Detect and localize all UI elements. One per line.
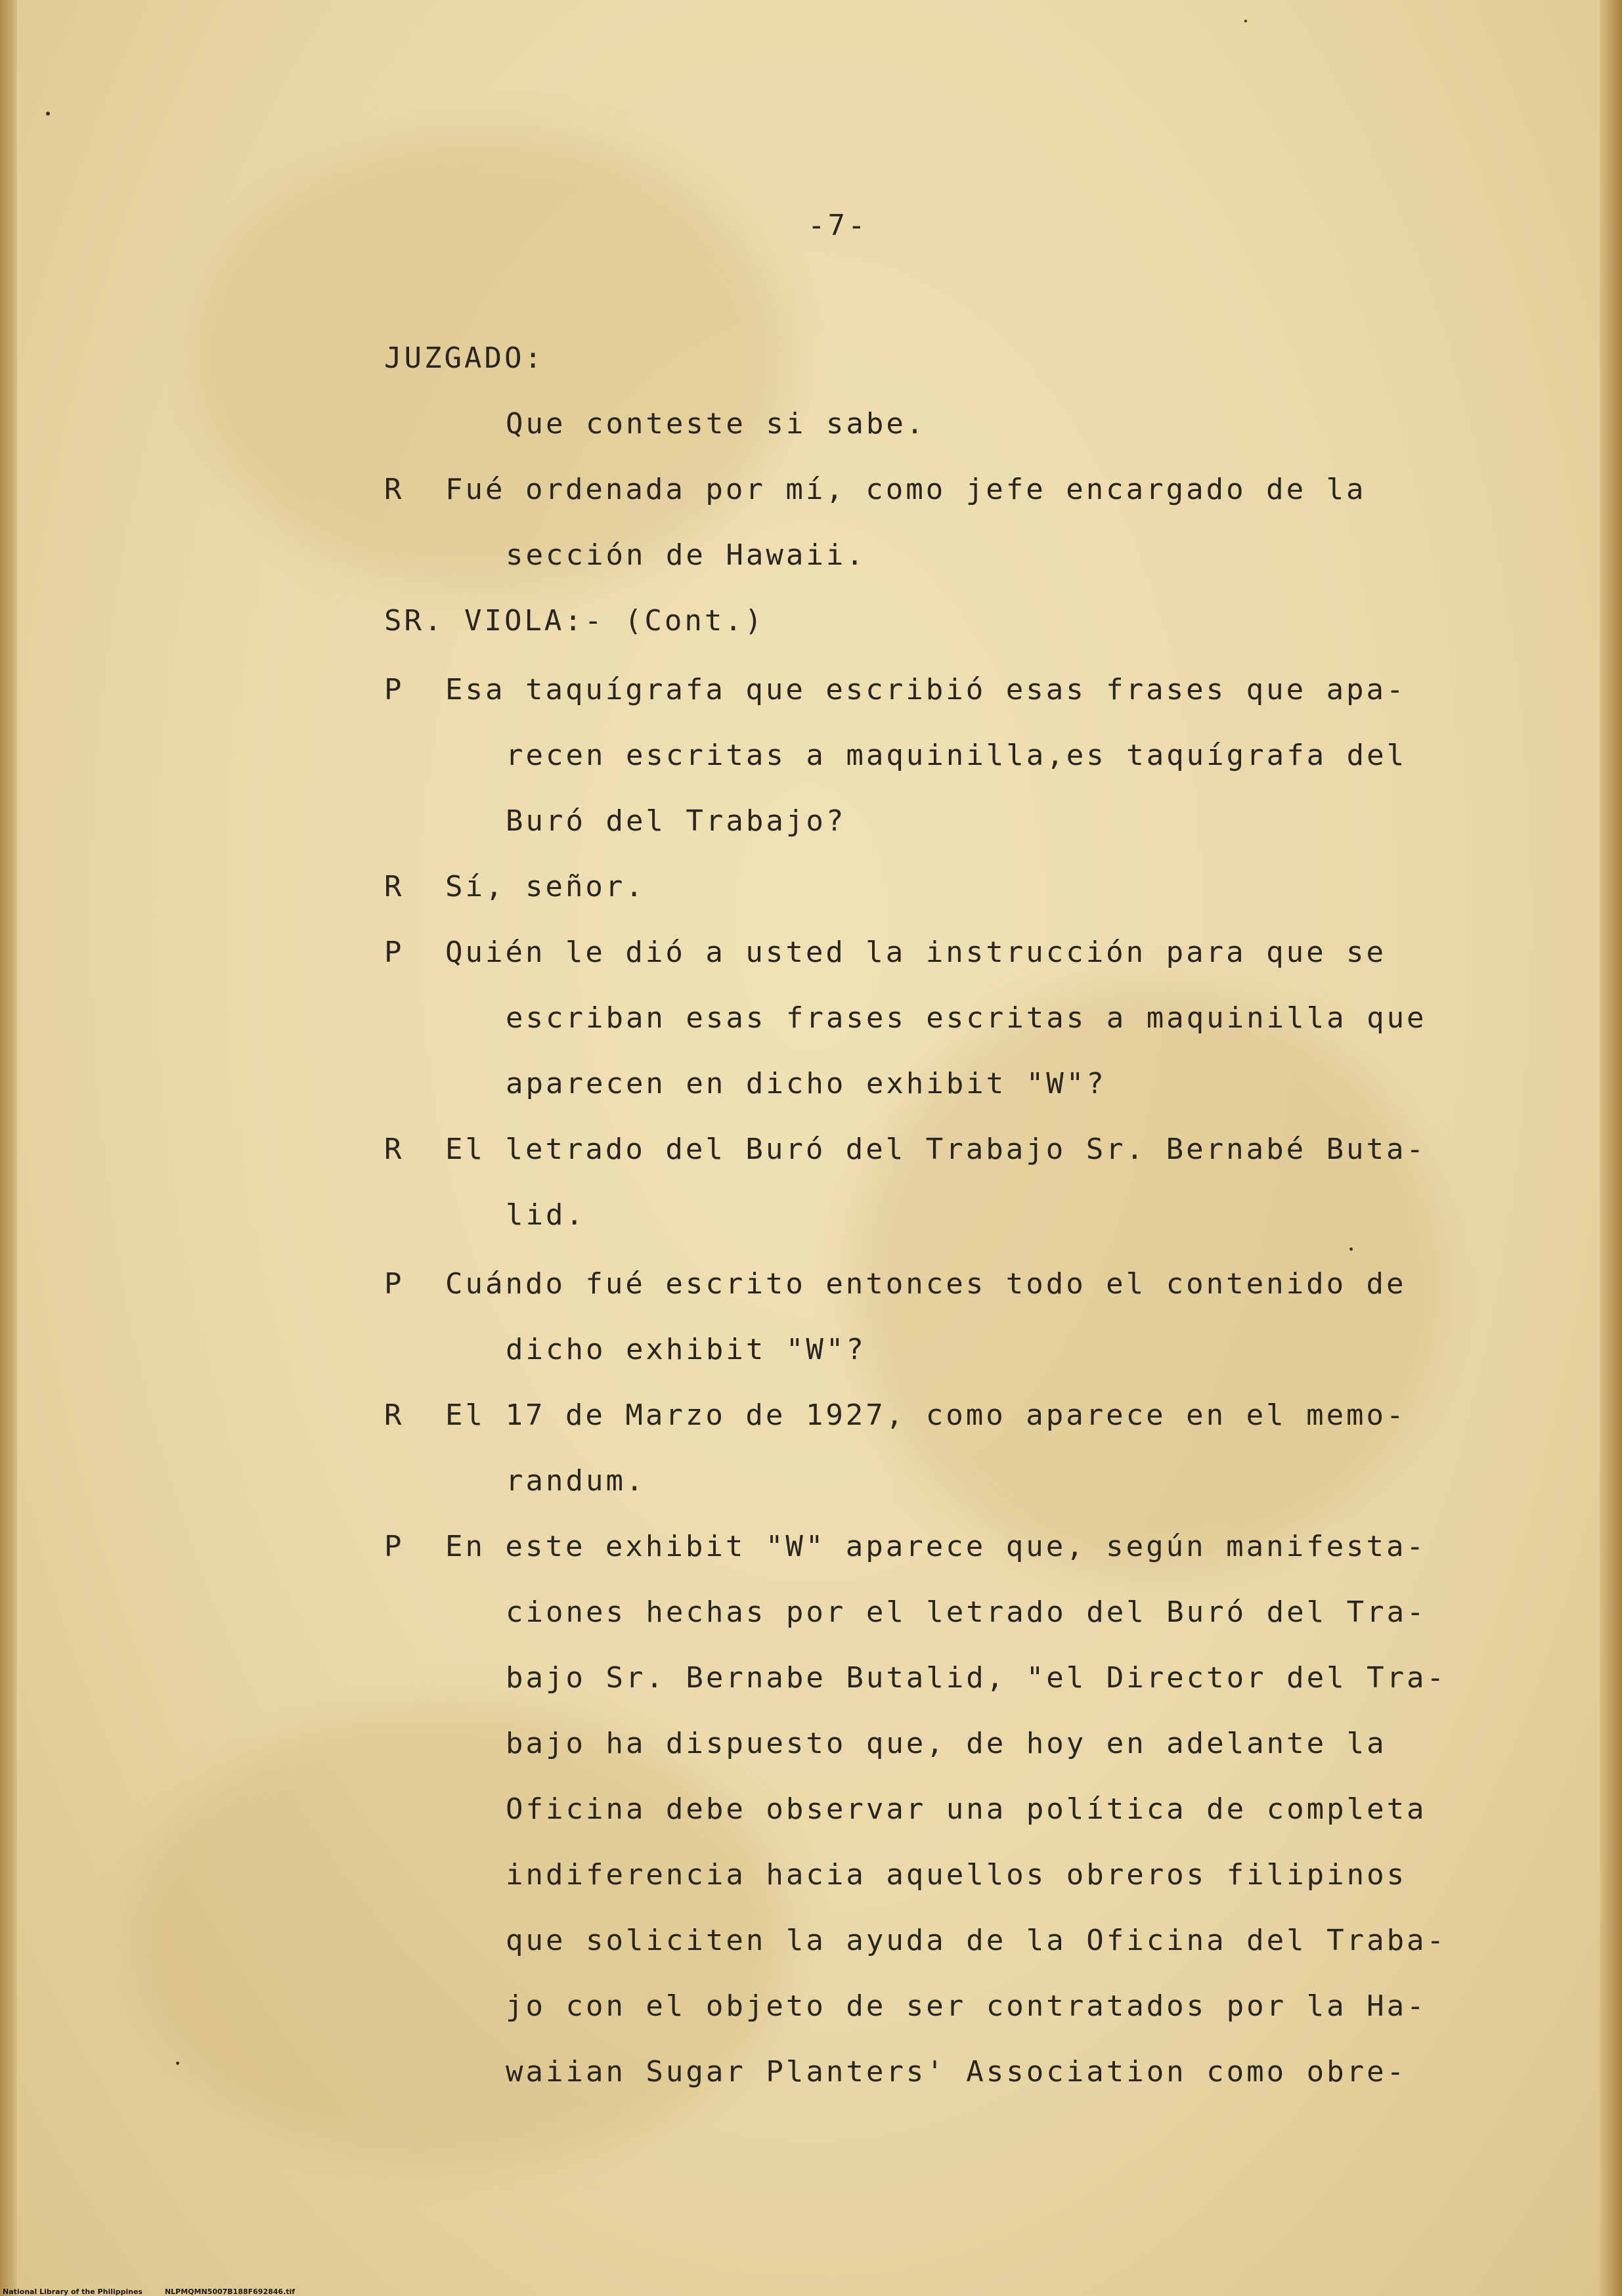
- transcript-line: aparecen en dicho exhibit "W"?: [506, 1067, 1107, 1100]
- page-number: -7-: [808, 209, 868, 242]
- transcript-line: Oficina debe observar una política de completa: [506, 1792, 1427, 1826]
- paper-edge-right: [1600, 0, 1622, 2296]
- transcript-line: Esa taquígrafa que escribió esas frases que apa-: [445, 673, 1407, 706]
- speaker-label: R: [384, 870, 405, 903]
- transcript-line: El letrado del Buró del Trabajo Sr. Bernabé Buta-: [445, 1133, 1427, 1166]
- transcript-line: Quién le dió a usted la instrucción para que se: [445, 936, 1387, 969]
- transcript-line: indiferencia hacia aquellos obreros filipinos: [506, 1858, 1407, 1892]
- paper-speck: [1349, 1247, 1353, 1251]
- speaker-label: P: [384, 1267, 405, 1301]
- transcript-line: Fué ordenada por mí, como jefe encargado de la: [445, 473, 1367, 506]
- speaker-label: SR. VIOLA:- (Cont.): [384, 604, 765, 638]
- transcript-line: jo con el objeto de ser contratados por la Ha-: [506, 1989, 1427, 2023]
- transcript-line: waiian Sugar Planters' Association como obre-: [506, 2055, 1407, 2089]
- transcript-line: El 17 de Marzo de 1927, como aparece en el memo-: [445, 1398, 1407, 1432]
- speaker-label: P: [384, 936, 405, 969]
- transcript-line: recen escritas a maquinilla,es taquígrafa del: [506, 739, 1407, 772]
- speaker-label: R: [384, 1133, 405, 1166]
- transcript-line: sección de Hawaii.: [506, 538, 866, 572]
- footer-file: NLPMQMN5007B188F692846.tif: [164, 2287, 296, 2296]
- paper-edge-left: [0, 0, 17, 2296]
- speaker-label: R: [384, 473, 405, 506]
- speaker-label: P: [384, 673, 405, 706]
- transcript-line: En este exhibit "W" aparece que, según manifesta-: [445, 1530, 1427, 1563]
- speaker-label: R: [384, 1398, 405, 1432]
- transcript-line: que soliciten la ayuda de la Oficina del Traba-: [506, 1924, 1447, 1957]
- transcript-line: Cuándo fué escrito entonces todo el contenido de: [445, 1267, 1407, 1301]
- transcript-line: Buró del Trabajo?: [506, 804, 846, 838]
- archive-footer: [3, 2287, 315, 2296]
- transcript-line: lid.: [506, 1198, 586, 1232]
- transcript-line: ciones hechas por el letrado del Buró del Tra-: [506, 1595, 1427, 1629]
- paper-speck: [1244, 20, 1247, 22]
- transcript-line: Sí, señor.: [445, 870, 646, 903]
- transcript-line: dicho exhibit "W"?: [506, 1333, 866, 1366]
- speaker-label: P: [384, 1530, 405, 1563]
- paper-speck: [176, 2062, 179, 2065]
- transcript-line: escriban esas frases escritas a maquinilla que: [506, 1001, 1427, 1035]
- footer-library: National Library of the Philippines: [3, 2287, 143, 2296]
- transcript-line: bajo Sr. Bernabe Butalid, "el Director del Tra-: [506, 1661, 1447, 1695]
- transcript-line: Que conteste si sabe.: [506, 407, 927, 441]
- transcript-line: randum.: [506, 1464, 646, 1498]
- paper-speck: [46, 112, 50, 116]
- speaker-label: JUZGADO:: [384, 341, 544, 375]
- transcript-line: bajo ha dispuesto que, de hoy en adelante la: [506, 1727, 1387, 1760]
